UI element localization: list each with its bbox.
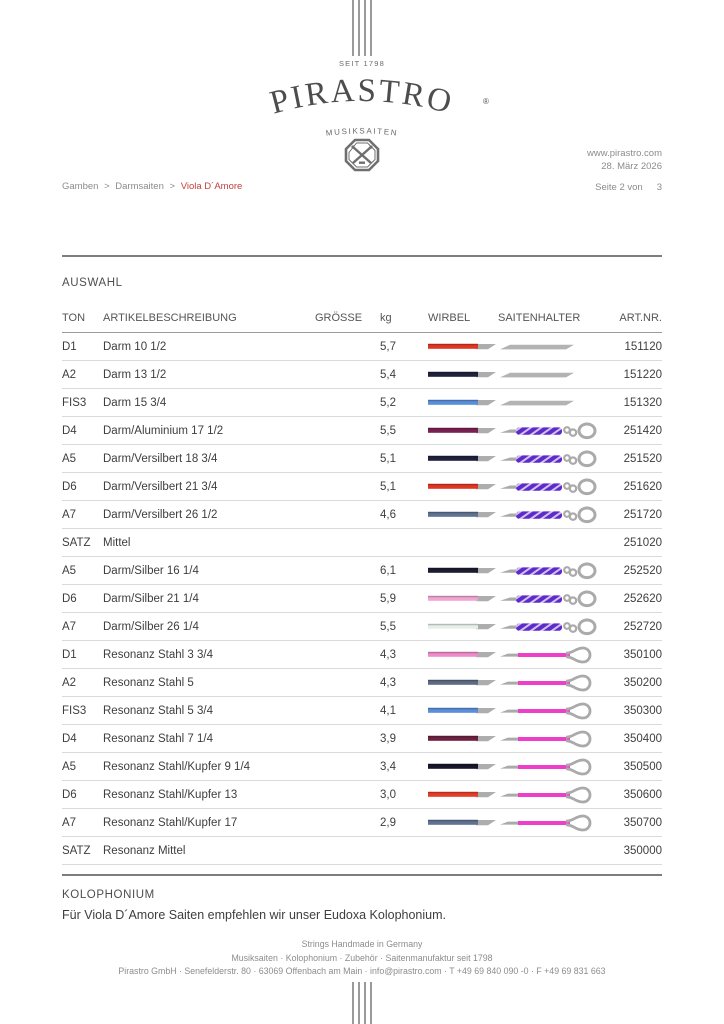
wirbel-graphic bbox=[428, 426, 498, 436]
wirbel-graphic bbox=[428, 622, 498, 632]
table-body bbox=[62, 333, 662, 865]
artikel-cell: Resonanz Stahl/Kupfer 17 bbox=[103, 816, 238, 829]
breadcrumb-item-viola-damore[interactable]: Viola D´Amore bbox=[180, 181, 243, 192]
artikel-cell: Darm/Versilbert 26 1/2 bbox=[103, 508, 218, 521]
breadcrumb-separator: > bbox=[104, 181, 110, 192]
artnr-cell: 350400 bbox=[623, 732, 662, 745]
svg-text:MUSIKSAITEN bbox=[325, 126, 398, 137]
artikel-cell: Darm/Versilbert 21 3/4 bbox=[103, 480, 218, 493]
ton-cell: D4 bbox=[62, 732, 77, 745]
artikel-cell: Resonanz Mittel bbox=[103, 844, 186, 857]
wirbel-graphic bbox=[428, 762, 498, 772]
kg-cell: 4,1 bbox=[380, 704, 396, 717]
section-title-auswahl: AUSWAHL bbox=[62, 277, 123, 289]
footer-line-handmade: Strings Handmade in Germany bbox=[301, 939, 423, 949]
col-saitenhalter: SAITENHALTER bbox=[498, 311, 581, 324]
col-groesse: GRÖSSE bbox=[315, 311, 363, 324]
divider-top bbox=[62, 255, 662, 257]
footer-line-address: Pirastro GmbH · Senefelderstr. 80 · 63069 Offenbach am Main · info@pirastro.com · T +49 69 840 090 -0 · F +49 69 831 663 bbox=[118, 966, 606, 976]
page-total: 3 bbox=[656, 182, 662, 193]
divider-bottom bbox=[62, 874, 662, 876]
ton-cell: FIS3 bbox=[62, 396, 87, 409]
kg-cell: 4,6 bbox=[380, 508, 396, 521]
col-artikelbeschreibung: ARTIKELBESCHREIBUNG bbox=[103, 311, 237, 324]
table-row bbox=[62, 417, 662, 445]
ton-cell: A7 bbox=[62, 508, 77, 521]
artikel-cell: Darm/Silber 16 1/4 bbox=[103, 564, 199, 577]
kg-cell: 4,3 bbox=[380, 676, 396, 689]
table-row bbox=[62, 333, 662, 361]
artikel-cell: Darm/Silber 21 1/4 bbox=[103, 592, 199, 605]
artnr-cell: 350600 bbox=[623, 788, 662, 801]
col-kg: kg bbox=[380, 311, 392, 324]
saitenhalter-graphic bbox=[498, 364, 607, 386]
page-label: Seite 2 von bbox=[595, 182, 643, 193]
table-header bbox=[62, 303, 662, 333]
wirbel-graphic bbox=[428, 398, 498, 408]
artikel-cell: Resonanz Stahl 3 3/4 bbox=[103, 648, 213, 661]
wirbel-graphic bbox=[428, 650, 498, 660]
table-row bbox=[62, 697, 662, 725]
table-row bbox=[62, 529, 662, 557]
table-row bbox=[62, 725, 662, 753]
ton-cell: D6 bbox=[62, 480, 77, 493]
kg-cell: 4,3 bbox=[380, 648, 396, 661]
ton-cell: SATZ bbox=[62, 536, 91, 549]
table-row bbox=[62, 669, 662, 697]
wirbel-graphic bbox=[428, 482, 498, 492]
ton-cell: D1 bbox=[62, 340, 77, 353]
kg-cell: 3,4 bbox=[380, 760, 396, 773]
ton-cell: A5 bbox=[62, 564, 77, 577]
col-ton: TON bbox=[62, 311, 86, 324]
logo-subtitle-text: MUSIKSAITEN bbox=[325, 126, 399, 138]
artikel-cell: Resonanz Stahl/Kupfer 9 1/4 bbox=[103, 760, 251, 773]
wirbel-graphic bbox=[428, 510, 498, 520]
wirbel-graphic bbox=[428, 342, 498, 352]
artnr-cell: 252520 bbox=[623, 564, 662, 577]
artikel-cell: Mittel bbox=[103, 536, 131, 549]
artnr-cell: 252620 bbox=[623, 592, 662, 605]
logo-seit-text: SEIT 1798 bbox=[338, 59, 386, 68]
ton-cell: A5 bbox=[62, 760, 77, 773]
kg-cell: 5,5 bbox=[380, 424, 396, 437]
page-indicator bbox=[587, 181, 662, 194]
wirbel-graphic bbox=[428, 454, 498, 464]
table-row bbox=[62, 781, 662, 809]
saitenhalter-graphic bbox=[498, 392, 607, 414]
saitenhalter-graphic bbox=[498, 812, 607, 834]
table-row bbox=[62, 501, 662, 529]
website-link[interactable]: www.pirastro.com bbox=[587, 148, 662, 159]
table-row bbox=[62, 389, 662, 417]
saitenhalter-graphic bbox=[498, 336, 607, 358]
artnr-cell: 350200 bbox=[623, 676, 662, 689]
artnr-cell: 151320 bbox=[623, 396, 662, 409]
table-row bbox=[62, 613, 662, 641]
saitenhalter-graphic bbox=[498, 644, 607, 666]
saitenhalter-graphic bbox=[498, 448, 607, 470]
kg-cell: 5,1 bbox=[380, 480, 396, 493]
table-row bbox=[62, 641, 662, 669]
table-row bbox=[62, 557, 662, 585]
logo-registered-mark: ® bbox=[483, 97, 489, 106]
ton-cell: D6 bbox=[62, 592, 77, 605]
wirbel-graphic bbox=[428, 706, 498, 716]
wirbel-graphic bbox=[428, 370, 498, 380]
artikel-cell: Darm 13 1/2 bbox=[103, 368, 167, 381]
kg-cell: 5,5 bbox=[380, 620, 396, 633]
table-row bbox=[62, 809, 662, 837]
artikel-cell: Darm 10 1/2 bbox=[103, 340, 167, 353]
artnr-cell: 151220 bbox=[623, 368, 662, 381]
kg-cell: 3,9 bbox=[380, 732, 396, 745]
ton-cell: D6 bbox=[62, 788, 77, 801]
kg-cell: 5,4 bbox=[380, 368, 396, 381]
ton-cell: A7 bbox=[62, 620, 77, 633]
breadcrumb-item-darmsaiten[interactable]: Darmsaiten bbox=[115, 181, 164, 192]
artikel-cell: Darm 15 3/4 bbox=[103, 396, 167, 409]
svg-text:PIRASTRO bbox=[266, 73, 457, 122]
wirbel-graphic bbox=[428, 818, 498, 828]
ton-cell: A7 bbox=[62, 816, 77, 829]
ton-cell: FIS3 bbox=[62, 704, 87, 717]
wirbel-graphic bbox=[428, 566, 498, 576]
breadcrumb bbox=[62, 181, 242, 192]
artnr-cell: 350700 bbox=[623, 816, 662, 829]
saitenhalter-graphic bbox=[498, 700, 607, 722]
artnr-cell: 350000 bbox=[623, 844, 662, 857]
logo-octagon-icon bbox=[346, 140, 378, 170]
kg-cell: 5,2 bbox=[380, 396, 396, 409]
ton-cell: A5 bbox=[62, 452, 77, 465]
artikel-cell: Darm/Versilbert 18 3/4 bbox=[103, 452, 218, 465]
artnr-cell: 251020 bbox=[623, 536, 662, 549]
artikel-cell: Resonanz Stahl/Kupfer 13 bbox=[103, 788, 238, 801]
artnr-cell: 350300 bbox=[623, 704, 662, 717]
artnr-cell: 251720 bbox=[623, 508, 662, 521]
table-row bbox=[62, 445, 662, 473]
table-row bbox=[62, 361, 662, 389]
wirbel-graphic bbox=[428, 790, 498, 800]
artikel-cell: Resonanz Stahl 5 bbox=[103, 676, 194, 689]
kg-cell: 5,7 bbox=[380, 340, 396, 353]
saitenhalter-graphic bbox=[498, 756, 607, 778]
artikel-cell: Resonanz Stahl 7 1/4 bbox=[103, 732, 213, 745]
col-wirbel: WIRBEL bbox=[428, 311, 471, 324]
table-row bbox=[62, 473, 662, 501]
ton-cell: D4 bbox=[62, 424, 77, 437]
saitenhalter-graphic bbox=[498, 504, 607, 526]
kg-cell: 3,0 bbox=[380, 788, 396, 801]
artikel-cell: Darm/Aluminium 17 1/2 bbox=[103, 424, 224, 437]
section-title-kolophonium: KOLOPHONIUM bbox=[62, 889, 155, 901]
artnr-cell: 251420 bbox=[623, 424, 662, 437]
saitenhalter-graphic bbox=[498, 560, 607, 582]
string-motif-bottom bbox=[352, 982, 372, 1024]
table-row bbox=[62, 753, 662, 781]
saitenhalter-graphic bbox=[498, 420, 607, 442]
ton-cell: A2 bbox=[62, 676, 77, 689]
kg-cell: 5,9 bbox=[380, 592, 396, 605]
breadcrumb-item-gamben[interactable]: Gamben bbox=[62, 181, 99, 192]
table-row bbox=[62, 585, 662, 613]
artnr-cell: 251520 bbox=[623, 452, 662, 465]
saitenhalter-graphic bbox=[498, 616, 607, 638]
artnr-cell: 252720 bbox=[623, 620, 662, 633]
header-meta bbox=[587, 147, 662, 194]
saitenhalter-graphic bbox=[498, 728, 607, 750]
strings-table bbox=[62, 303, 662, 865]
ton-cell: A2 bbox=[62, 368, 77, 381]
saitenhalter-graphic bbox=[498, 476, 607, 498]
ton-cell: D1 bbox=[62, 648, 77, 661]
kg-cell: 2,9 bbox=[380, 816, 396, 829]
wirbel-graphic bbox=[428, 734, 498, 744]
string-motif-top bbox=[352, 0, 372, 56]
logo-name-text: PIRASTRO bbox=[266, 72, 458, 122]
artnr-cell: 350100 bbox=[623, 648, 662, 661]
footer-line-products: Musiksaiten · Kolophonium · Zubehör · Saitenmanufaktur seit 1798 bbox=[231, 952, 493, 963]
col-artnr: ART.NR. bbox=[619, 311, 662, 324]
kg-cell: 5,1 bbox=[380, 452, 396, 465]
artnr-cell: 151120 bbox=[624, 340, 662, 353]
table-row bbox=[62, 837, 662, 865]
artnr-cell: 350500 bbox=[623, 760, 662, 773]
wirbel-graphic bbox=[428, 678, 498, 688]
saitenhalter-graphic bbox=[498, 784, 607, 806]
saitenhalter-graphic bbox=[498, 588, 607, 610]
kg-cell: 6,1 bbox=[380, 564, 396, 577]
footer bbox=[0, 938, 724, 979]
kolophonium-text: Für Viola D´Amore Saiten empfehlen wir unser Eudoxa Kolophonium. bbox=[62, 908, 446, 922]
breadcrumb-separator: > bbox=[169, 181, 176, 192]
ton-cell: SATZ bbox=[62, 844, 91, 857]
saitenhalter-graphic bbox=[498, 672, 607, 694]
wirbel-graphic bbox=[428, 594, 498, 604]
artikel-cell: Resonanz Stahl 5 3/4 bbox=[103, 704, 213, 717]
artikel-cell: Darm/Silber 26 1/4 bbox=[103, 620, 199, 633]
artnr-cell: 251620 bbox=[623, 480, 662, 493]
pirastro-logo bbox=[232, 56, 492, 174]
date-label: 28. März 2026 bbox=[601, 161, 662, 172]
